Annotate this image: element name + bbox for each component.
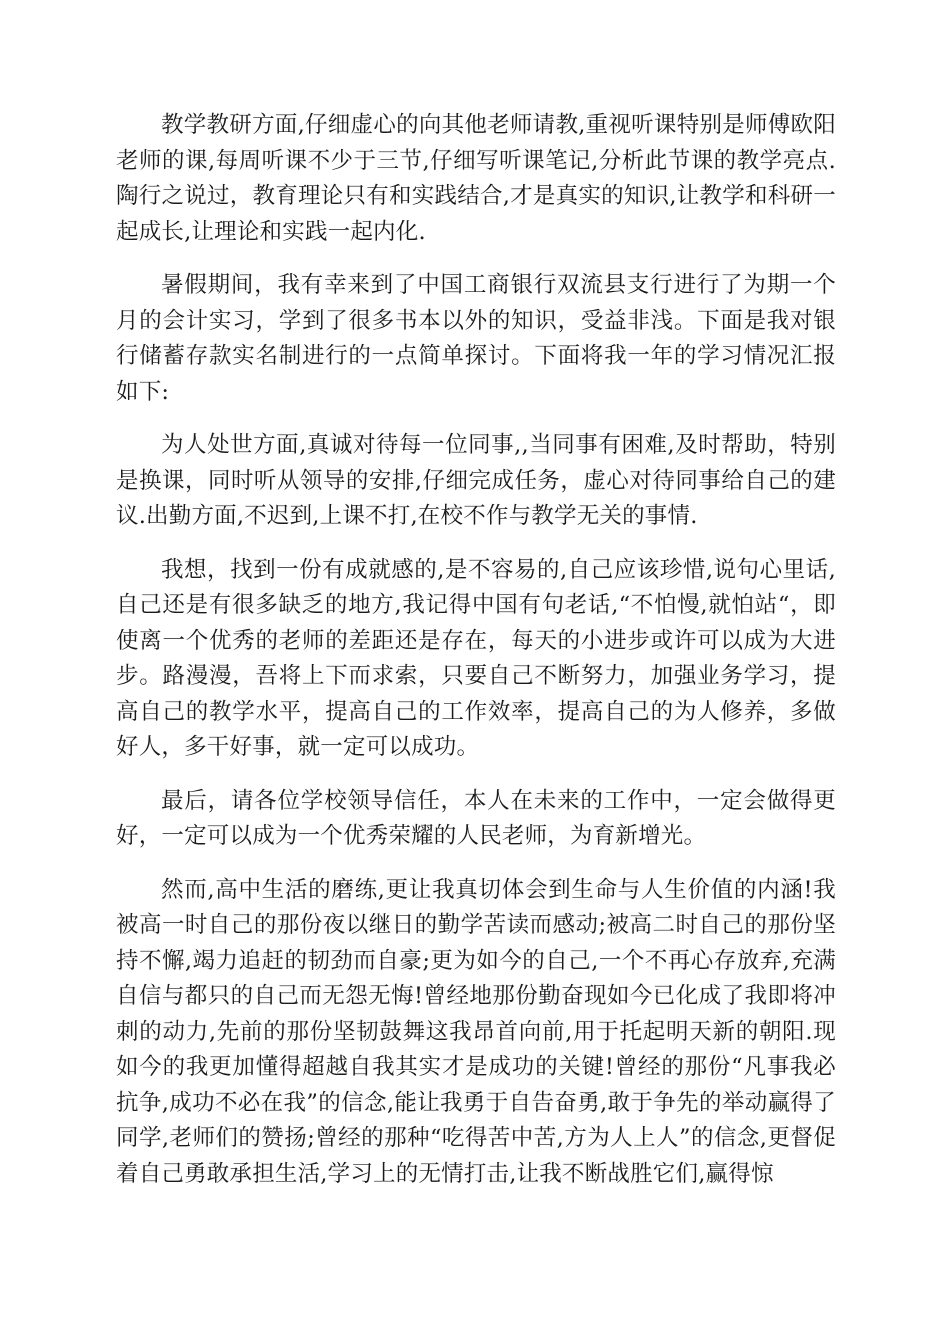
paragraph-reflection: 我想，找到一份有成就感的,是不容易的,自己应该珍惜,说句心里话,自己还是有很多缺乏的地方,我记得中国有句老话,“不怕慢,就怕站“，即使离一个优秀的老师的差距还是存在，每天的小进步或许可以成为大进步。路漫漫，吾将上下而求索，只要自己不断努力，加强业务学习，提高自己的教学水平，提高自己的工作效率，提高自己的为人修养，多做好人，多干好事，就一定可以成功。 (116, 556, 836, 760)
document-body (116, 108, 836, 1210)
paragraph-high-school: 然而,高中生活的磨练,更让我真切体会到生命与人生价值的内涵!我被高一时自己的那份夜以继日的勤学苦读而感动;被高二时自己的那份坚持不懈,竭力追赶的韧劲而自豪;更为如今的自己,一个不再心存放弃,充满自信与都只的自己而无怨无悔!曾经地那份勤奋现如今已化成了我即将冲刺的动力,先前的那份坚韧鼓舞这我昂首向前,用于托起明天新的朝阳.现如今的我更加懂得超越自我其实才是成功的关键!曾经的那份“凡事我必抗争,成功不必在我”的信念,能让我勇于自告奋勇,敢于争先的举动赢得了同学,老师们的赞扬;曾经的那种“吃得苦中苦,方为人上人”的信念,更督促着自己勇敢承担生活,学习上的无情打击,让我不断战胜它们,赢得惊 (116, 876, 836, 1187)
paragraph-interpersonal: 为人处世方面,真诚对待每一位同事,,当同事有困难,及时帮助，特别是换课，同时听从领导的安排,仔细完成任务，虚心对待同事给自己的建议.出勤方面,不迟到,上课不打,在校不作与教学无关的事情. (116, 432, 836, 529)
paragraph-closing: 最后，请各位学校领导信任，本人在未来的工作中，一定会做得更好，一定可以成为一个优秀荣耀的人民老师，为育新增光。 (116, 787, 836, 849)
paragraph-summer-internship: 暑假期间，我有幸来到了中国工商银行双流县支行进行了为期一个月的会计实习，学到了很多书本以外的知识，受益非浅。下面是我对银行储蓄存款实名制进行的一点简单探讨。下面将我一年的学习情况汇报如下: (116, 272, 836, 405)
paragraph-teaching-research: 教学教研方面,仔细虚心的向其他老师请教,重视听课特别是师傅欧阳老师的课,每周听课不少于三节,仔细写听课笔记,分析此节课的教学亮点.陶行之说过，教育理论只有和实践结合,才是真实的知识,让教学和科研一起成长,让理论和实践一起内化. (116, 112, 836, 245)
